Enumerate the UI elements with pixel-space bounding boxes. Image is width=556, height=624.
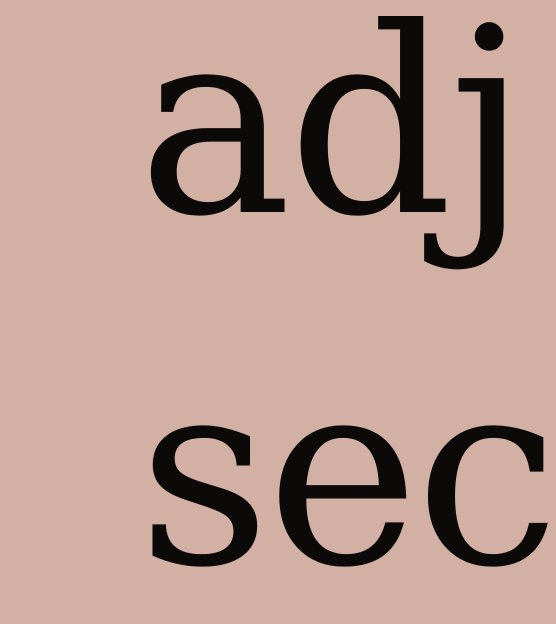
large-serif-text-line-1: adj bbox=[138, 0, 525, 273]
large-serif-text-line-2: sec bbox=[138, 324, 556, 624]
